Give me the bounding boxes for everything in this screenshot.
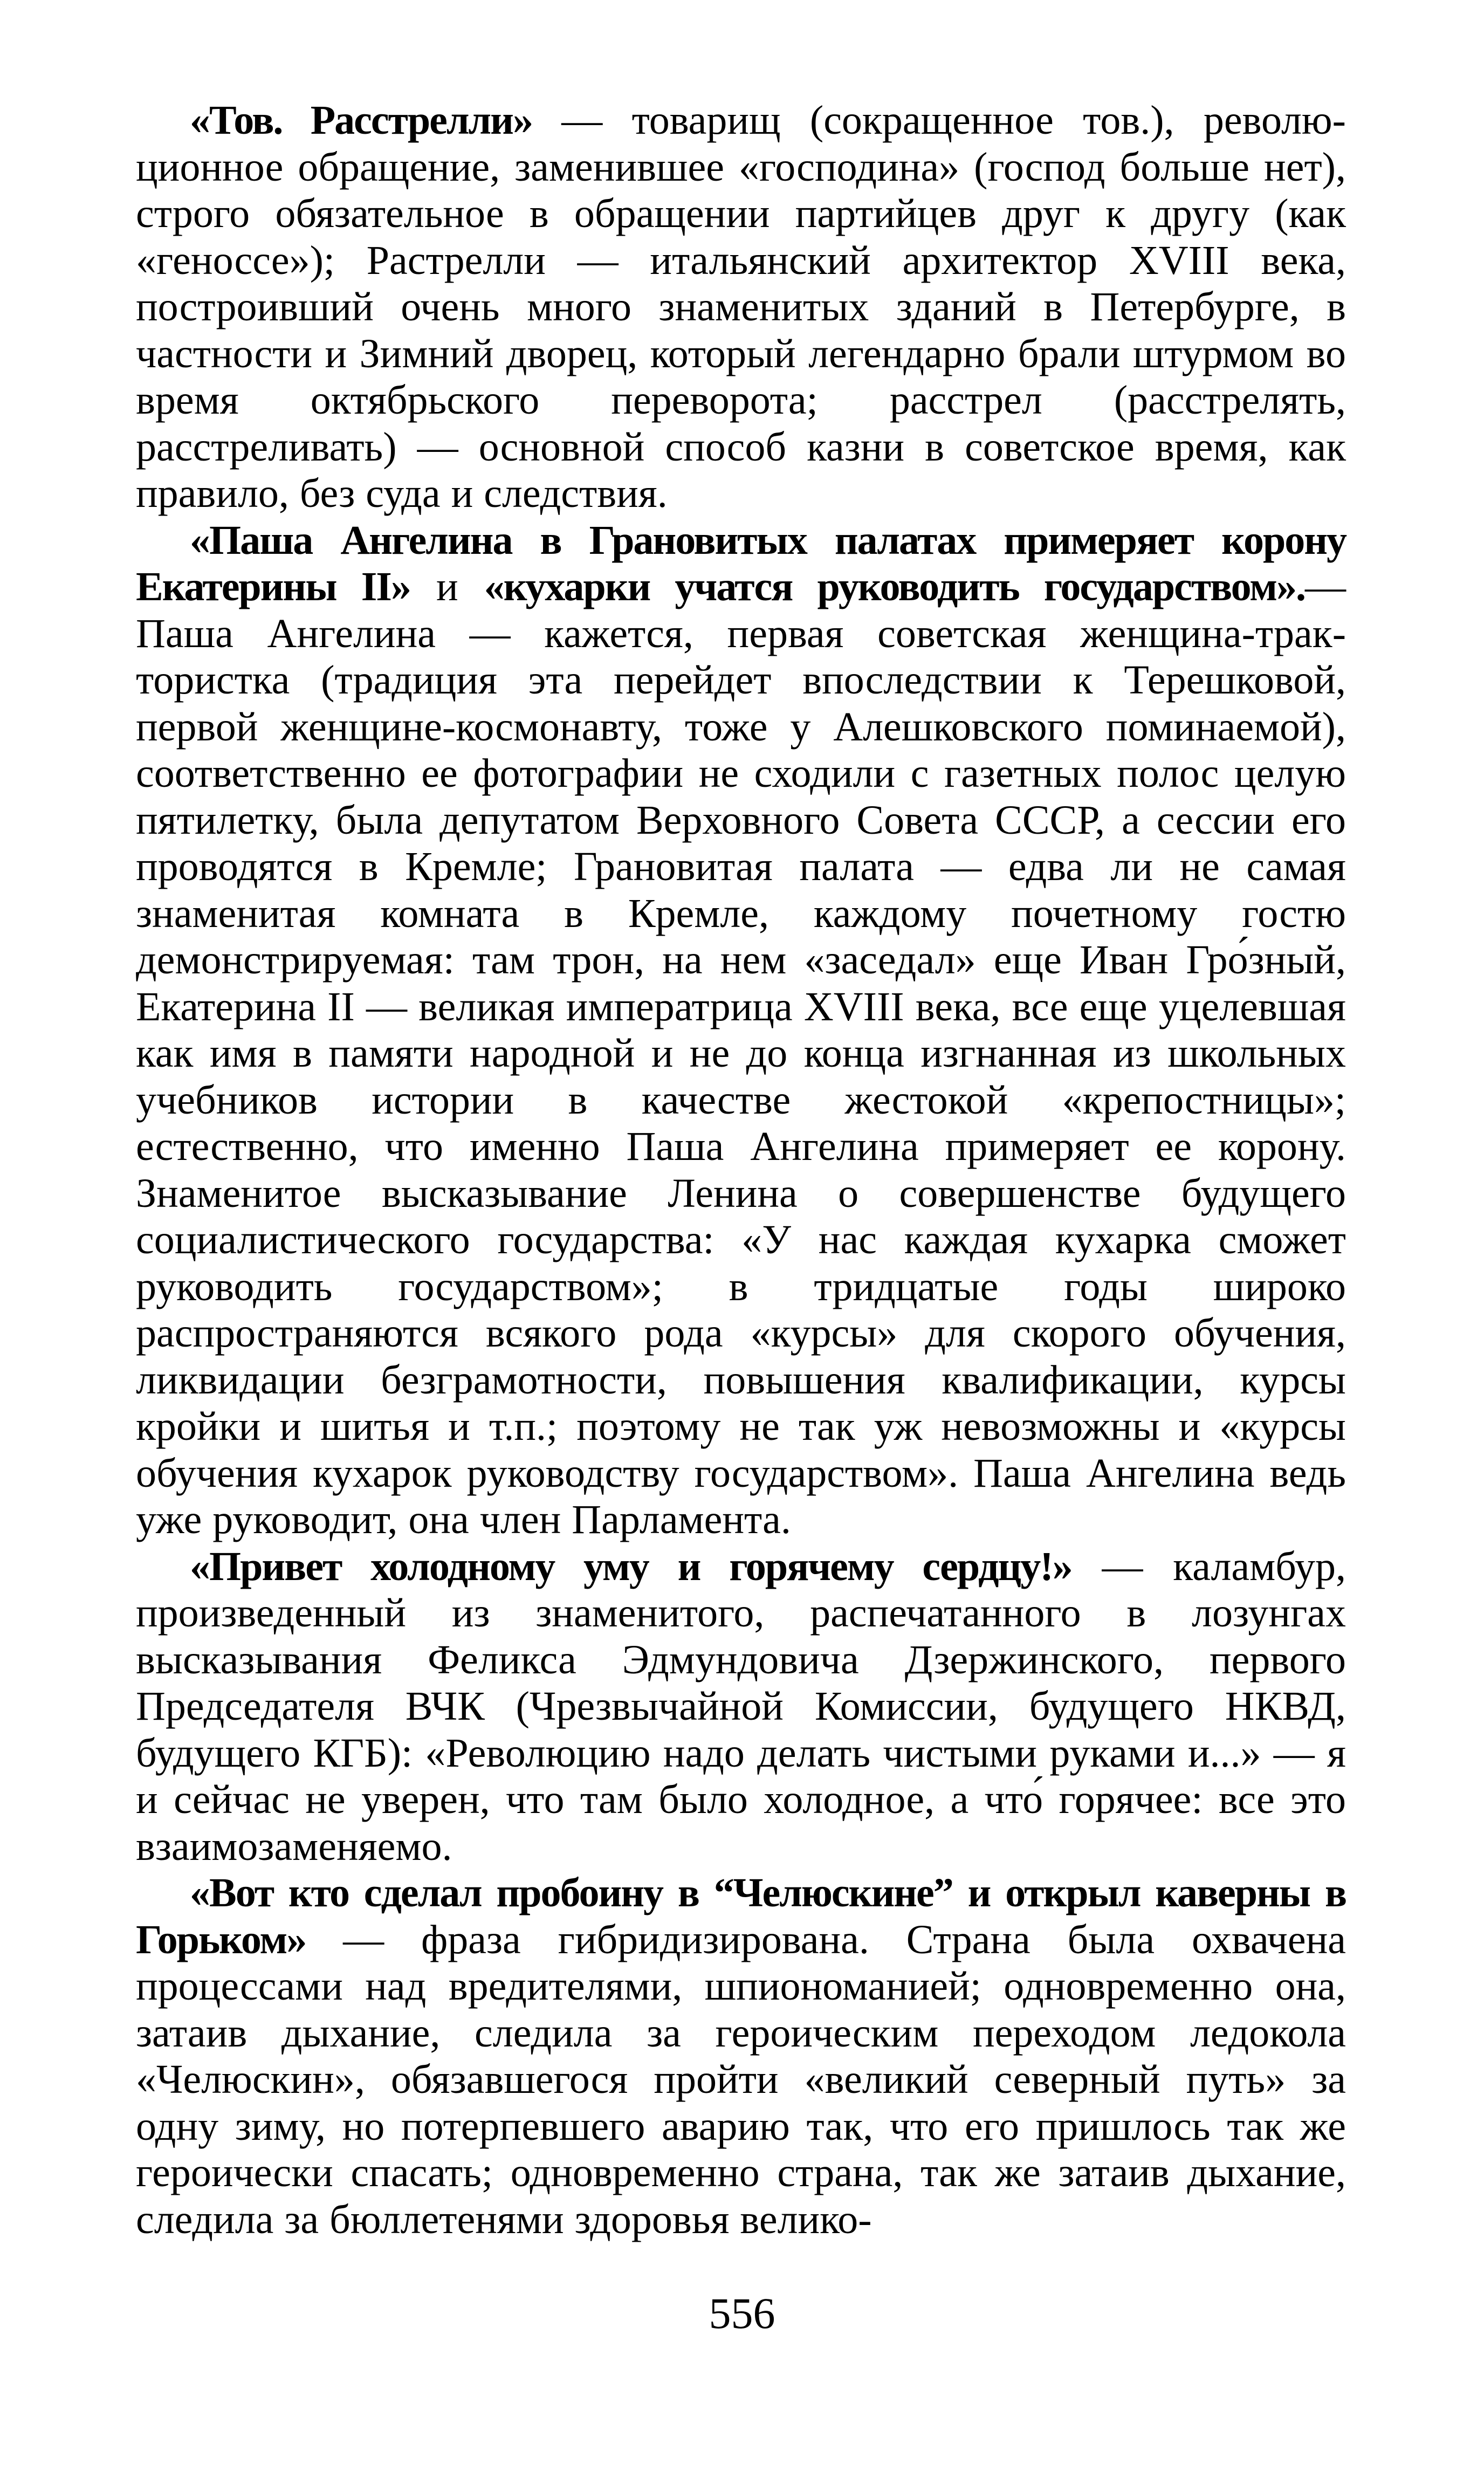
annotation-entry — [136, 97, 1346, 517]
entry-term-secondary: «кухарки учатся руководить государством». — [484, 564, 1305, 609]
entry-body: — товарищ (сокращенное тов.), революционное обращение, заменившее «господина» (господ больше нет), строго обязательное в обращении партийцев друг к другу (как «геноссе»); Растрелли — итальянский архитектор XVIII века, построивший очень много знаменитых зданий в Петербурге, в частности и Зимний дворец, который легендарно брали штурмом во время октябрьского переворота; расстрел (расстрелять, расстреливать) — основной способ казни в советское время, как правило, без суда и следствия. — [136, 98, 1346, 516]
page-number: 556 — [709, 2289, 775, 2338]
entry-body: — Паша Ангелина — кажется, первая советская женщина-трактористка (традиция эта перейдет впоследствии к Терешковой, первой женщине-космонавту, тоже у Алешковского поминаемой), соответственно ее фотографии не сходили с газетных полос целую пятилетку, была депутатом Верховного Совета СССР, а сессии его проводятся в Кремле; Грановитая палата — едва ли не самая знаменитая комната в Кремле, каждому почетному гостю демонстрируемая: там трон, на нем «заседал» еще Иван Гро́зный, Екатерина II — великая императрица XVIII века, все еще уцелевшая как имя в памяти народной и не до конца изгнанная из школьных учебников истории в качестве жестокой «крепостницы»; естественно, что именно Паша Ангелина примеряет ее корону. Знаменитое высказывание Ленина о совершенстве будущего социалистического государства: «У нас каждая кухарка сможет руководить государством»; в тридцатые годы широко распространяются всякого рода «курсы» для скорого обучения, ликвидации безграмотности, повышения квалификации, курсы кройки и шитья и т.п.; поэтому не так уж невозможны и «курсы обучения кухарок руководству государством». Паша Ангелина ведь уже руководит, она член Парламента. — [136, 564, 1346, 1542]
entry-term: «Привет холодному уму и горячему сердцу!» — [190, 1543, 1072, 1589]
text-column — [136, 97, 1346, 2243]
entry-connector: и — [410, 564, 484, 609]
annotation-entry — [136, 1543, 1346, 1870]
entry-body: — фраза гибридизирована. Страна была охвачена процессами над вредителями, шпиономанией; одновременно она, затаив дыхание, следила за героическим переходом ледокола «Челюскин», обязавшегося пройти «великий северный путь» за одну зиму, но потерпевшего аварию так, что его пришлось так же героически спасать; одновременно страна, так же затаив дыхание, следила за бюллетенями здоровья велико- — [136, 1917, 1346, 2242]
entry-term: «Паша Ангелина в Грановитых палатах примеряет корону Екатерины II» — [136, 517, 1346, 609]
entry-term: «Тов. Расстрелли» — [190, 98, 532, 143]
annotation-entry — [136, 517, 1346, 1543]
annotation-entry — [136, 1870, 1346, 2243]
entry-body: — каламбур, произведенный из знаменитого, распечатанного в лозунгах высказывания Феликса Эдмундовича Дзержинского, первого Председателя ВЧК (Чрезвычайной Комиссии, будущего НКВД, будущего КГБ): «Революцию надо делать чистыми руками и...» — я и сейчас не уверен, что там было холодное, а что́ горячее: все это взаимозаменяемо. — [136, 1543, 1346, 1869]
entry-term: «Вот кто сделал пробоину в “Челюскине” и открыл каверны в Горьком» — [136, 1870, 1346, 1962]
